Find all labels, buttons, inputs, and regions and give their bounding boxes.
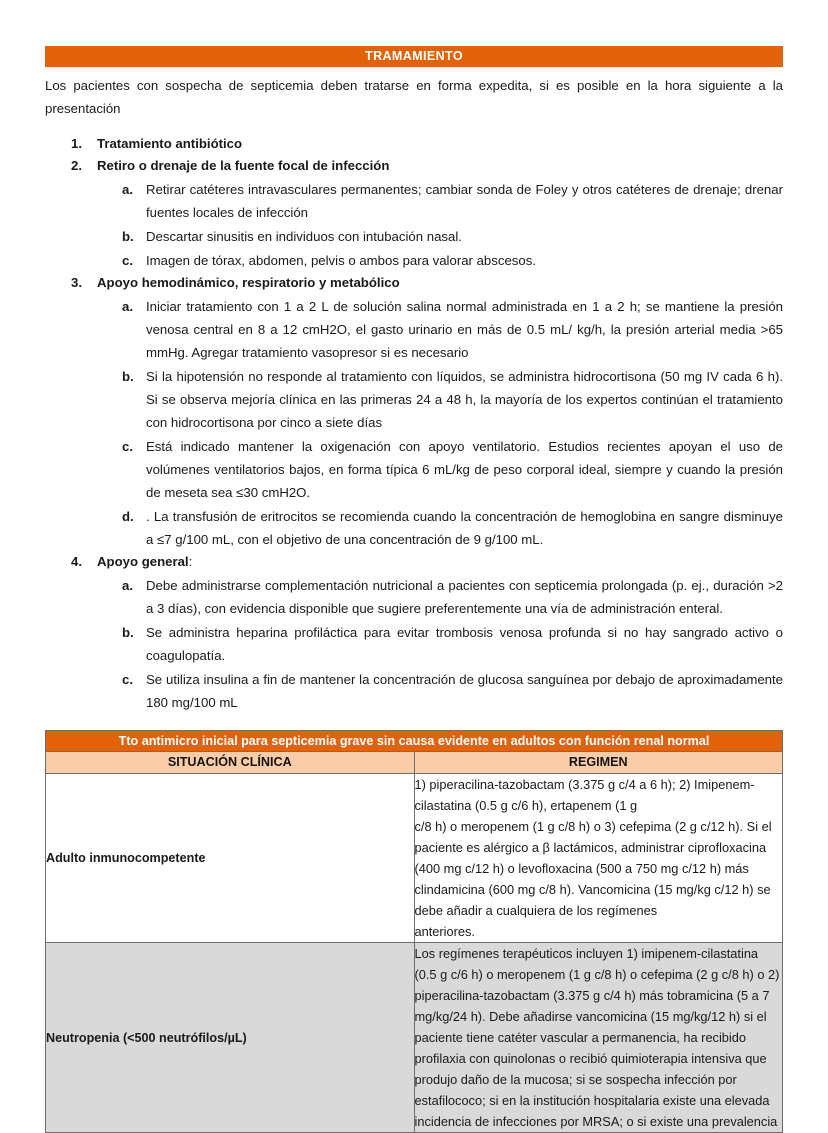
sublist-marker: b. xyxy=(122,229,134,245)
list-item-1-title xyxy=(97,133,783,155)
table-row xyxy=(46,943,783,1133)
sublist-marker: b. xyxy=(122,625,134,641)
sublist-item xyxy=(97,574,783,620)
list-item-2-sublist xyxy=(97,178,783,272)
list-item-3 xyxy=(45,272,783,551)
table-row xyxy=(46,774,783,943)
list-item-4-sublist xyxy=(97,574,783,714)
sublist-item xyxy=(97,225,783,248)
list-item-2-title-text: Retiro o drenaje de la fuente focal de infección xyxy=(97,158,390,174)
sublist-text: Iniciar tratamiento con 1 a 2 L de solución salina normal administrada en 1 a 2 h; se mantiene la presión venosa central en 8 a 12 cmH2O, el gasto urinario en más de 0.5 mL/ kg/h, la presión arterial media >65 mmHg. Agregar tratamiento vasopresor si es necesario xyxy=(146,299,783,361)
list-item-3-sublist xyxy=(97,295,783,551)
banner-title: TRAMAMIENTO xyxy=(365,49,463,64)
sublist-marker: a. xyxy=(122,578,133,594)
sublist-item xyxy=(97,178,783,224)
table-cell-situacion: Neutropenia (<500 neutrófilos/µL) xyxy=(46,943,415,1133)
sublist-marker: c. xyxy=(122,439,133,455)
sublist-marker: c. xyxy=(122,672,133,688)
antimicrobial-table-wrapper xyxy=(45,730,783,1133)
sublist-item xyxy=(97,621,783,667)
list-item-4 xyxy=(45,551,783,714)
treatment-numbered-list xyxy=(45,133,783,714)
list-item-1-title-text: Tratamiento antibiótico xyxy=(97,136,243,152)
list-item-4-title-suffix: : xyxy=(188,554,193,570)
sublist-item xyxy=(97,365,783,434)
sublist-marker: a. xyxy=(122,299,133,315)
sublist-text: Se utiliza insulina a fin de mantener la concentración de glucosa sanguínea por debajo de aproximadamente 180 mg/100 mL xyxy=(146,672,783,711)
sublist-item xyxy=(97,295,783,364)
list-item-4-title-text: Apoyo general xyxy=(97,554,189,570)
list-item-3-title-text: Apoyo hemodinámico, respiratorio y metabólico xyxy=(97,275,400,291)
sublist-text: Si la hipotensión no responde al tratamiento con líquidos, se administra hidrocortisona (50 mg IV cada 6 h). Si se observa mejoría clínica en las primeras 24 a 48 h, la mayoría de los expertos continúan el tratamiento con hidrocortisona por cinco a siete días xyxy=(146,369,783,431)
sublist-text: Está indicado mantener la oxigenación con apoyo ventilatorio. Estudios recientes apoyan el uso de volúmenes ventilatorios bajos, en forma típica 6 mL/kg de peso corporal ideal, siempre y cuando la presión de meseta sea ≤30 cmH2O. xyxy=(146,439,783,501)
list-item-2-title xyxy=(97,155,783,177)
intro-paragraph: Los pacientes con sospecha de septicemia deben tratarse en forma expedita, si es posible en la hora siguiente a la presentación xyxy=(45,78,783,116)
sublist-marker: a. xyxy=(122,182,133,198)
sublist-text: Descartar sinusitis en individuos con intubación nasal. xyxy=(146,229,462,245)
antimicrobial-regimen-table xyxy=(45,730,783,1133)
sublist-text: Debe administrarse complementación nutricional a pacientes con septicemia prolongada (p. ej., duración >2 a 3 días), con evidencia disponible que sugiere preferentemente una vía de administración enteral. xyxy=(146,578,783,617)
table-title: Tto antimicro inicial para septicemia grave sin causa evidente en adultos con función renal normal xyxy=(46,731,783,752)
table-cell-situacion: Adulto inmunocompetente xyxy=(46,774,415,943)
sublist-item xyxy=(97,668,783,714)
sublist-item xyxy=(97,435,783,504)
table-cell-regimen: Los regímenes terapéuticos incluyen 1) imipenem-cilastatina (0.5 g c/6 h) o meropenem (1 g c/8 h) o cefepima (2 g c/8 h) o 2) piperacilina-tazobactam (3.375 g c/4 h) más tobramicina (5 a 7 mg/kg/24 h). Debe añadirse vancomicina (15 mg/kg/12 h) si el paciente tiene catéter vascular a permanencia, ha recibido profilaxia con quinolonas o recibió quimioterapia intensiva que produjo daño de la mucosa; si se sospecha infección por estafilococo; si en la institución hospitalaria existe una elevada incidencia de infecciones por MRSA; o si existe una prevalencia xyxy=(414,943,783,1133)
table-column-header-situacion: SITUACIÓN CLÍNICA xyxy=(46,752,415,774)
sublist-marker: c. xyxy=(122,253,133,269)
table-cell-regimen: 1) piperacilina-tazobactam (3.375 g c/4 a 6 h); 2) Imipenem-cilastatina (0.5 g c/6 h), ertapenem (1 g c/8 h) o meropenem (1 g c/8 h) o 3) cefepima (2 g c/12 h). Si el paciente es alérgico a β lactámicos, administrar ciprofloxacina (400 mg c/12 h) o levofloxacina (500 a 750 mg c/12 h) más clindamicina (600 mg c/8 h). Vancomicina (15 mg/kg c/12 h) se debe añadir a cualquiera de los regímenes anteriores. xyxy=(414,774,783,943)
list-item-1-number: 1. xyxy=(71,136,82,152)
list-item-3-title xyxy=(97,272,783,294)
sublist-text: Retirar catéteres intravasculares permanentes; cambiar sonda de Foley y otros catéteres de drenaje; drenar fuentes locales de infección xyxy=(146,182,783,221)
table-column-header-regimen: REGIMEN xyxy=(414,752,783,774)
list-item-3-number: 3. xyxy=(71,275,82,291)
document-page xyxy=(0,46,828,1130)
table-title-row xyxy=(46,731,783,752)
list-item-4-number: 4. xyxy=(71,554,82,570)
sublist-text: Imagen de tórax, abdomen, pelvis o ambos para valorar abscesos. xyxy=(146,253,536,269)
sublist-marker: d. xyxy=(122,509,134,525)
section-banner-tramamiento xyxy=(45,46,783,67)
sublist-text: Se administra heparina profiláctica para evitar trombosis venosa profunda si no hay sangrado activo o coagulopatía. xyxy=(146,625,783,664)
sublist-text: . La transfusión de eritrocitos se recomienda cuando la concentración de hemoglobina en sangre disminuye a ≤7 g/100 mL, con el objetivo de una concentración de 9 g/100 mL. xyxy=(146,509,783,548)
sublist-item xyxy=(97,249,783,272)
list-item-1 xyxy=(45,133,783,155)
sublist-item xyxy=(97,505,783,551)
list-item-2-number: 2. xyxy=(71,158,82,174)
sublist-marker: b. xyxy=(122,369,134,385)
list-item-4-title xyxy=(97,551,783,573)
table-header-row xyxy=(46,752,783,774)
list-item-2 xyxy=(45,155,783,272)
